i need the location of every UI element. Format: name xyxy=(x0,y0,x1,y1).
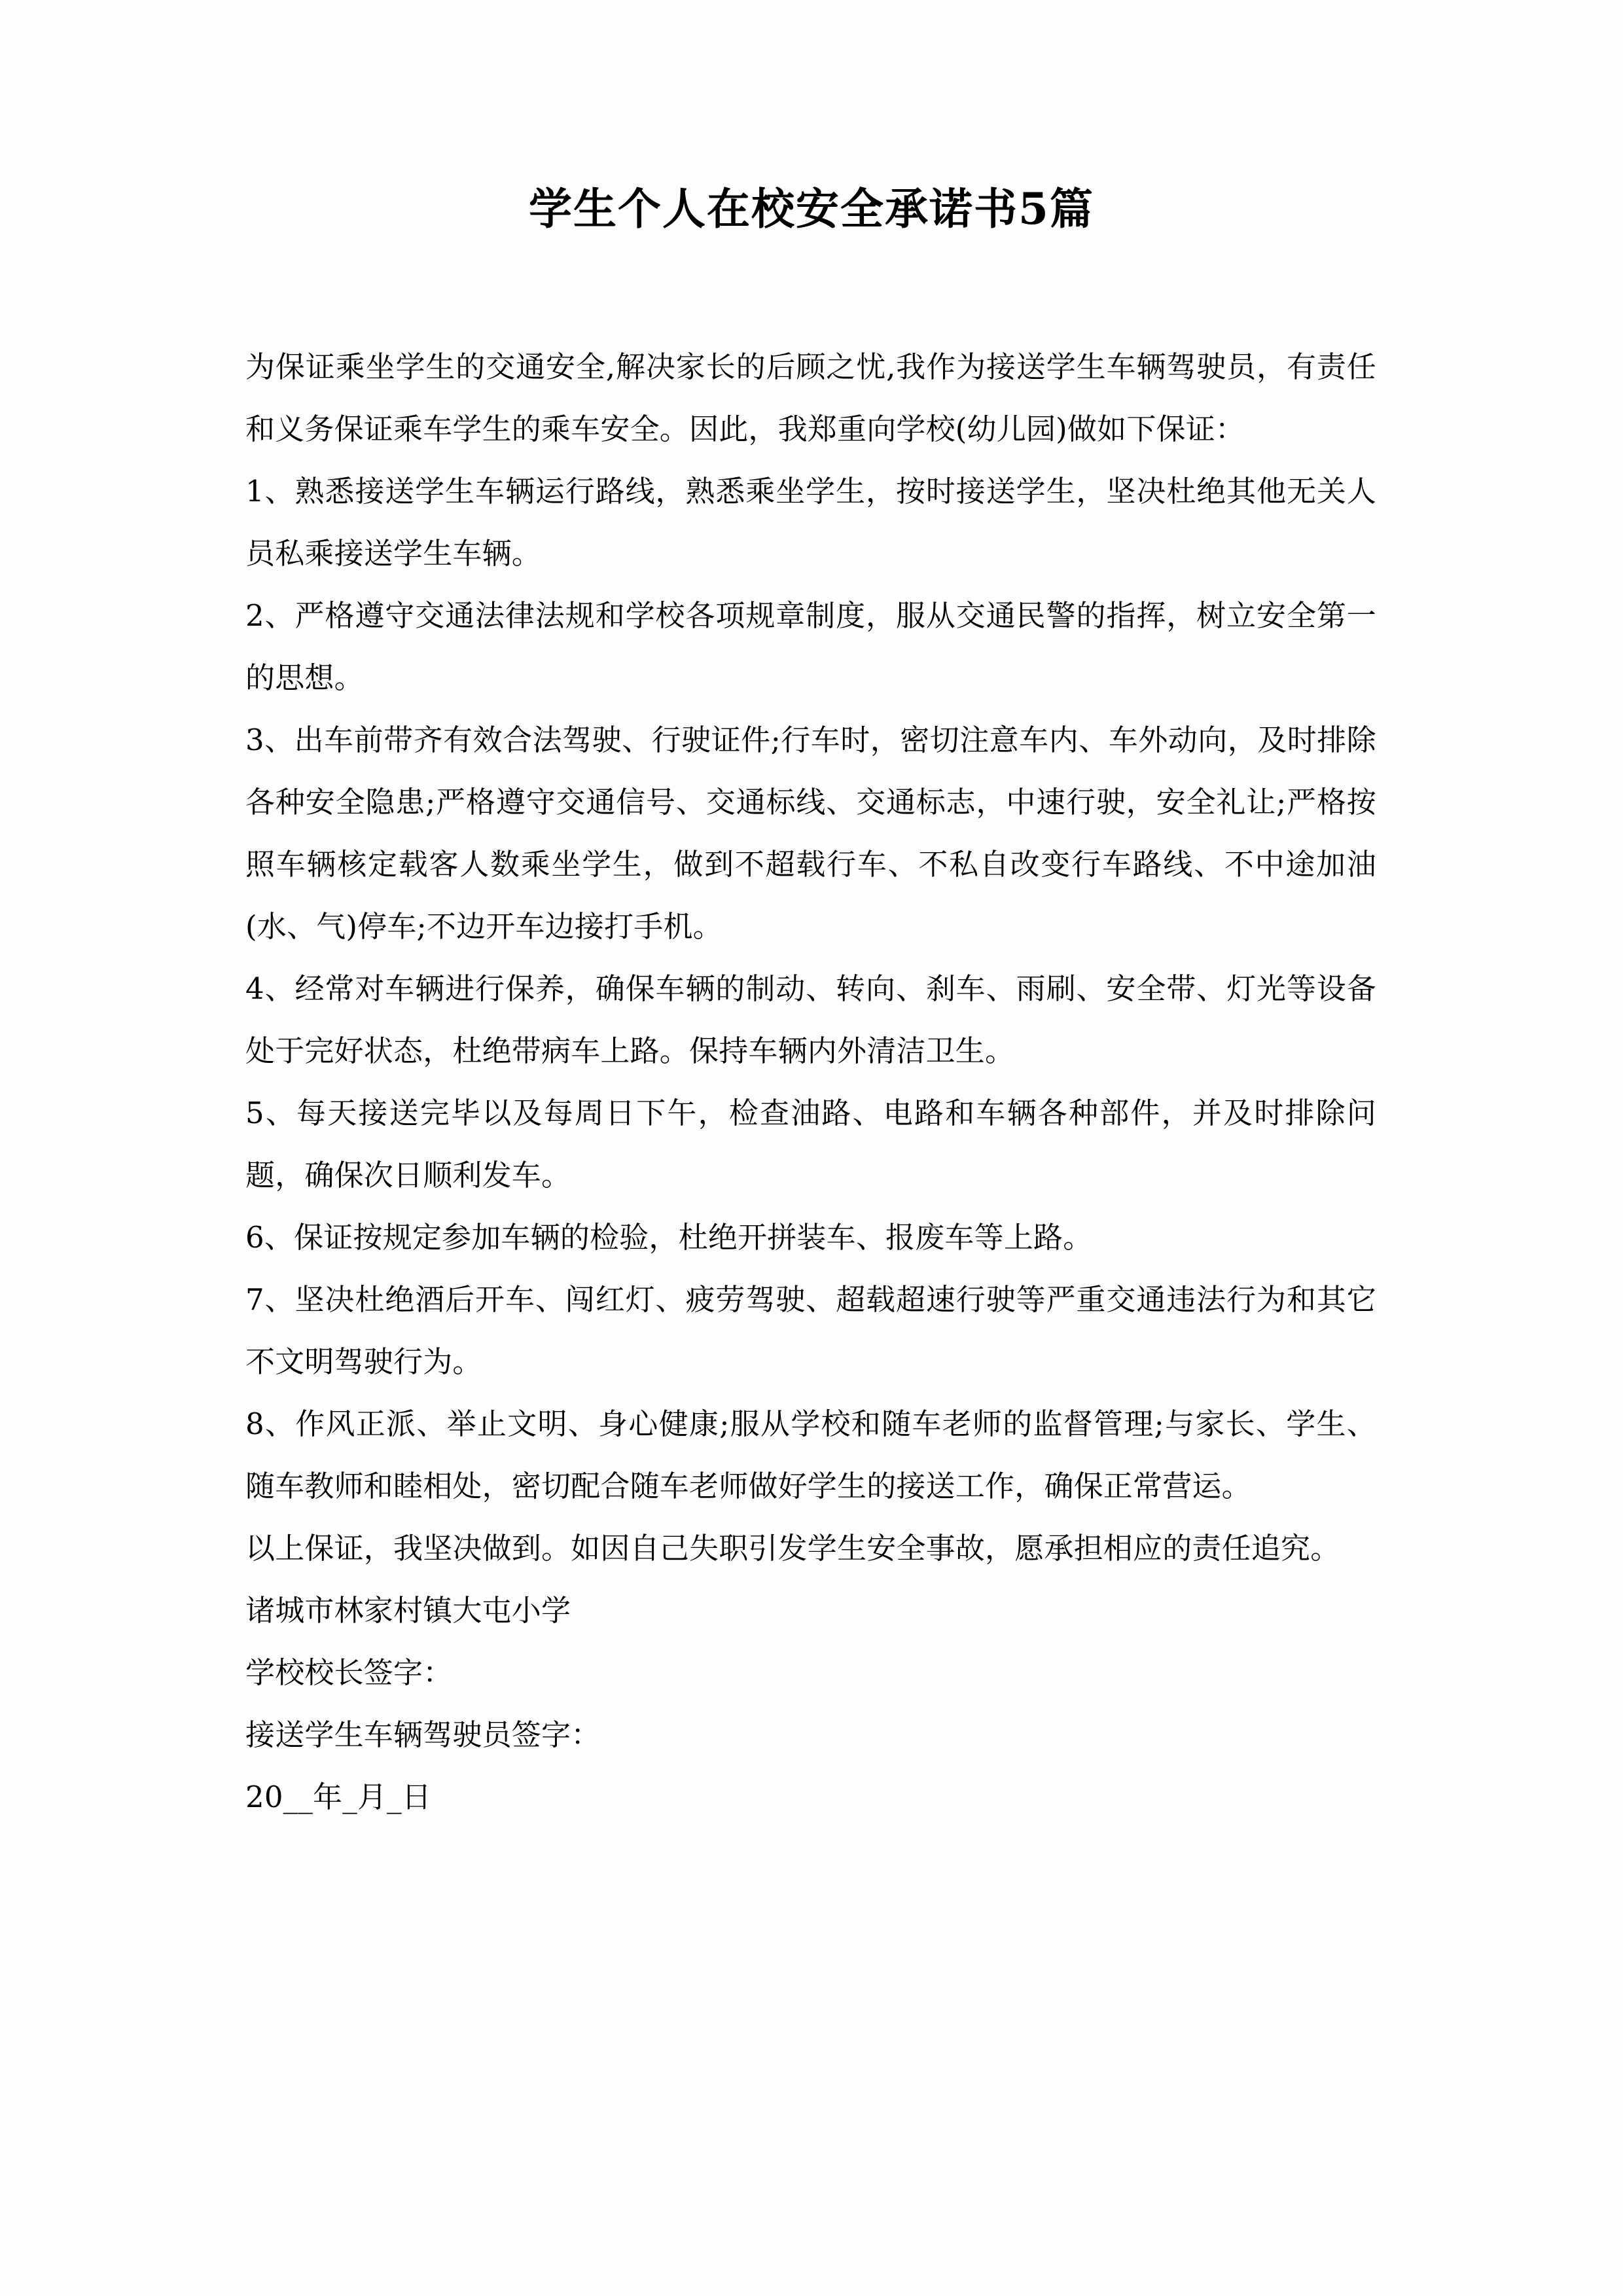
page-title: 学生个人在校安全承诺书5篇 xyxy=(529,183,1094,234)
paragraph-item-1: 1、熟悉接送学生车辆运行路线，熟悉乘坐学生，按时接送学生，坚决杜绝其他无关人员私乘接送学生车辆。 xyxy=(245,474,1376,571)
date-line: 20__年_月_日 xyxy=(245,1780,432,1814)
school-name: 诸城市林家村镇大屯小学 xyxy=(245,1593,571,1628)
paragraph-item-3: 3、出车前带齐有效合法驾驶、行驶证件;行车时，密切注意车内、车外动向，及时排除各种安全隐患;严格遵守交通信号、交通标线、交通标志，中速行驶，安全礼让;严格按照车辆核定载客人数乘坐学生，做到不超载行车、不私自改变行车路线、不中途加油(水、气)停车;不边开车边接打手机。 xyxy=(245,723,1376,944)
principal-signature-line: 学校校长签字： xyxy=(245,1655,453,1690)
driver-signature-line: 接送学生车辆驾驶员签字： xyxy=(245,1717,601,1752)
paragraph-item-4: 4、经常对车辆进行保养，确保车辆的制动、转向、刹车、雨刷、安全带、灯光等设备处于完好状态，杜绝带病车上路。保持车辆内外清洁卫生。 xyxy=(245,971,1376,1068)
paragraph-item-5: 5、每天接送完毕以及每周日下午，检查油路、电路和车辆各种部件，并及时排除问题，确保次日顺利发车。 xyxy=(245,1096,1376,1193)
paragraph-intro: 为保证乘坐学生的交通安全,解决家长的后顾之忧,我作为接送学生车辆驾驶员，有责任和义务保证乘车学生的乘车安全。因此，我郑重向学校(幼儿园)做如下保证： xyxy=(245,350,1376,446)
paragraph-item-7: 7、坚决杜绝酒后开车、闯红灯、疲劳驾驶、超载超速行驶等严重交通违法行为和其它不文明驾驶行为。 xyxy=(245,1282,1376,1379)
signature-block xyxy=(245,1579,1376,1828)
paragraph-item-2: 2、严格遵守交通法律法规和学校各项规章制度，服从交通民警的指挥，树立安全第一的思想。 xyxy=(245,598,1376,695)
document-body xyxy=(245,336,1376,1828)
paragraph-closing: 以上保证，我坚决做到。如因自己失职引发学生安全事故，愿承担相应的责任追究。 xyxy=(245,1531,1340,1566)
paragraph-item-8: 8、作风正派、举止文明、身心健康;服从学校和随车老师的监督管理;与家长、学生、随车教师和睦相处，密切配合随车老师做好学生的接送工作，确保正常营运。 xyxy=(245,1407,1376,1503)
paragraph-item-6: 6、保证按规定参加车辆的检验，杜绝开拼装车、报废车等上路。 xyxy=(245,1220,1093,1255)
